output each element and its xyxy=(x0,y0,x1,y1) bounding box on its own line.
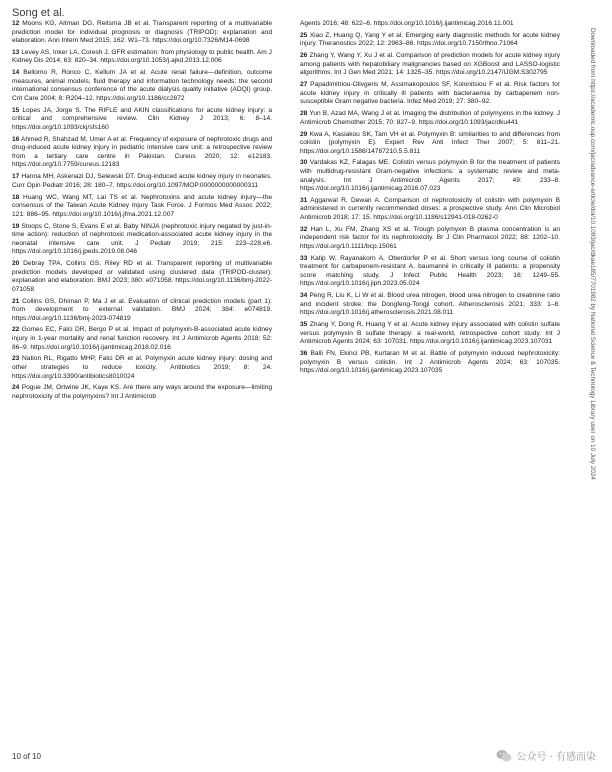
reference-item xyxy=(12,260,272,294)
reference-item xyxy=(12,136,272,170)
reference-text: Huang WC, Wang MT, Lai TS et al. Nephrotoxins and acute kidney injury—the consensus of the Taiwan Acute Kidney Injury Task Force. J Formos Med Assoc 2022; 121: 886–95. https://doi.org/10.1016/j.jfma.2021.12.007 xyxy=(12,193,272,218)
reference-number: 17 xyxy=(12,173,20,181)
reference-number: 15 xyxy=(12,106,20,114)
reference-number: 14 xyxy=(12,69,20,77)
reference-text: Moons KG, Altman DG, Reitsma JB et al. Transparent reporting of a multivariable prediction model for individual prognosis or diagnosis (TRIPOD): explanation and elaboration. Ann Intern Med 2015; 162: W1–73. https://doi.org/10.7326/M14-0698 xyxy=(12,20,272,45)
running-head: Song et al. xyxy=(12,7,65,19)
reference-text: Ahmed R, Shahzad M, Umer A et al. Frequency of exposure of nephrotoxic drugs and drug-induced acute kidney injury in pediatric intensive care unit: a retrospective review from a tertiary care centre in Pakistan. Cureus 2020; 12: e12183. https://doi.org/10.7759/cureus.12183 xyxy=(12,135,272,169)
reference-item xyxy=(12,107,272,133)
reference-item xyxy=(300,20,560,29)
reference-item xyxy=(12,20,272,46)
reference-text: Agents 2016; 48: 622–6. https://doi.org/10.1016/j.ijantimicag.2016.11.001 xyxy=(300,20,514,27)
reference-item xyxy=(300,32,560,49)
reference-text: Katip W, Rayanakorn A, Oberdorfer P et al. Short versus long course of colistin treatment for carbapenem-resistant A. baumannii in critically ill patients: a propensity score matching study. J Infect Public Health 2023; 16: 1249–55. https://doi.org/10.1016/j.jiph.2023.05.024 xyxy=(300,254,560,288)
reference-number: 21 xyxy=(12,297,20,305)
download-notice: Downloaded from https://academic.oup.com/jac/advance-article/doi/10.1093/jac/dkae185/7701982 by National Science & Technology Library user on 10 July 2024 xyxy=(589,28,596,480)
reference-item xyxy=(12,355,272,381)
reference-item xyxy=(300,292,560,318)
reference-item xyxy=(12,298,272,324)
reference-number: 18 xyxy=(12,193,20,201)
reference-number: 34 xyxy=(300,292,308,300)
reference-text: Collins GS, Dhiman P, Ma J et al. Evaluation of clinical prediction models (part 1): from development to external validation. BMJ 2024; 384: e074819. https://doi.org/10.1136/bmj-2023-074819 xyxy=(12,297,272,322)
reference-text: Nation RL, Rigatto MHP, Falci DR et al. Polymyxin acute kidney injury: dosing and other strategies to reduce toxicity. Antibiotics 2019; 8: 24. https://doi.org/10.3390/antibiotics8010024 xyxy=(12,355,273,380)
reference-text: Hanna MH, Askenazi DJ, Selewski DT. Drug-induced acute kidney injury in neonates. Curr Opin Pediatr 2016; 28: 180–7. https://doi.org/10.1097/MOP.0000000000000311 xyxy=(12,173,272,189)
reference-number: 36 xyxy=(300,350,308,358)
reference-number: 35 xyxy=(300,321,308,329)
references-left-column xyxy=(12,20,272,405)
reference-number: 27 xyxy=(300,81,308,89)
reference-text: Kwa A, Kasiakou SK, Tam VH et al. Polymyxin B: similarities to and differences from colistin (polymyxin E). Expert Rev Anti Infect Ther 2007; 5: 811–21. https://doi.org/10.1586/14787210.5.5.811 xyxy=(300,130,560,155)
reference-number: 33 xyxy=(300,254,308,262)
reference-item xyxy=(300,255,560,289)
wechat-icon xyxy=(496,749,512,763)
reference-number: 20 xyxy=(12,260,20,268)
reference-number: 24 xyxy=(12,384,20,392)
reference-number: 12 xyxy=(12,20,20,27)
reference-number: 22 xyxy=(12,326,20,334)
reference-text: Levey AS, Inker LA, Coresh J. GFR estimation: from physiology to public health. Am J Kidney Dis 2014; 63: 820–34. https://doi.org/10.1053/j.ajkd.2013.12.006 xyxy=(12,48,272,65)
reference-item xyxy=(12,49,272,66)
reference-text: Peng R, Liu K, Li W et al. Blood urea nitrogen, blood urea nitrogen to creatinine ratio and incident stroke: the Dongfeng-Tongji cohort. Atherosclerosis 2021; 333: 1–8. https://doi.org/10.1016/j.atherosclerosis.2021.08.011 xyxy=(300,292,560,317)
reference-text: Papadimitriou-Olivgeris M, Assimakopoulos SF, Kolonitsiou F et al. Risk factors for acute kidney injury in critically ill patients with bacteraemia by carbapenem non-susceptible Gram negative bacteria. Infez Med 2019; 27: 380–92. xyxy=(300,81,560,106)
reference-item xyxy=(300,159,560,193)
reference-number: 23 xyxy=(12,355,20,363)
watermark xyxy=(496,748,596,763)
reference-text: Pogue JM, Ortwine JK, Kaye KS. Are there any ways around the exposure—limiting nephrotoxicity of the polymyxins? Int J Antimicrob xyxy=(12,384,272,400)
reference-item xyxy=(12,326,272,352)
reference-number: 28 xyxy=(300,110,308,118)
reference-number: 13 xyxy=(12,48,20,56)
reference-item xyxy=(12,194,272,220)
reference-item xyxy=(300,197,560,223)
reference-item xyxy=(12,384,272,401)
reference-number: 19 xyxy=(12,222,20,230)
reference-item xyxy=(12,223,272,257)
page-number: 10 of 10 xyxy=(12,752,41,761)
reference-number: 25 xyxy=(300,31,308,39)
reference-item xyxy=(12,173,272,190)
reference-text: Gomes EC, Falci DR, Bergo P et al. Impact of polymyxin-B-associated acute kidney injury in 1-year mortality and renal function recovery. Int J Antimicrob Agents 2018; 52: 86–9. https://doi.org/10.1016/j.ijantimicag.2018.02.016 xyxy=(12,326,272,351)
reference-number: 31 xyxy=(300,196,308,204)
reference-item xyxy=(300,81,560,107)
reference-number: 29 xyxy=(300,130,308,138)
reference-text: Zhang Y, Wang Y, Xu J et al. Comparison of prediction models for acute kidney injury among patients with hepatobiliary malignancies based on XGBoost and LASSO-logistic algorithms. Int J Gen Med 2021; 14: 1325–35. https://doi.org/10.2147/IJGM.S302795 xyxy=(300,52,560,77)
reference-text: Aggarwal R, Dewan A. Comparison of nephrotoxicity of colistin with polymyxin B administered in currently recommended doses: a prospective study. Ann Clin Microbiol Antimicrob 2018; 17: 15. https://doi.org/10.1186/s12941-018-0262-0 xyxy=(300,196,561,222)
reference-item xyxy=(300,110,560,127)
reference-item xyxy=(300,226,560,252)
reference-item xyxy=(300,350,560,376)
reference-text: Xiao Z, Huang Q, Yang Y et al. Emerging early diagnostic methods for acute kidney injury. Theranostics 2022; 12: 2963–86. https://doi.org/10.7150/thno.71064 xyxy=(300,31,560,48)
reference-text: Zhang Y, Dong R, Huang Y et al. Acute kidney injury associated with colistin sulfate versus polymyxin B sulfate therapy: a real-world, retrospective cohort study. Int J Antimicrob Agents 2024; 63: 107031. https://doi.org/10.1016/j.ijantimicag.2023.107031 xyxy=(300,321,560,346)
reference-text: Stoops C, Stone S, Evans E et al. Baby NINJA (nephrotoxic injury negated by just-in-time action): reduction of nephrotoxic medication-associated acute kidney injury in the neonatal intensive care unit. J Pediatr 2019; 215: 223–228.e6. https://doi.org/10.1016/j.jpeds.2019.08.046 xyxy=(12,222,272,256)
reference-item xyxy=(12,69,272,103)
reference-item xyxy=(300,321,560,347)
reference-text: Lopes JA, Jorge S. The RIFLE and AKIN classifications for acute kidney injury: a critical and comprehensive review. Clin Kidney J 2013; 6: 8–14. https://doi.org/10.1093/ckj/sfs160 xyxy=(12,106,272,131)
reference-item xyxy=(300,131,560,157)
reference-text: Balli FN, Ekinci PB, Kurtaran M et al. Battle of polymyxin induced nephrotoxicity: polymyxin B versus colistin. Int J Antimicrob Agents 2024; 63: 107035. https://doi.org/10.1016/j.ijantimicag.2023.107035 xyxy=(300,350,560,375)
reference-text: Debray TPA, Collins GS, Riley RD et al. Transparent reporting of multivariable prediction models developed or validated using clustered data (TRIPOD-cluster): explanation and elaboration. BMJ 2023; 380: e071058. https://doi.org/10.1136/bmj-2022-071058 xyxy=(12,260,272,293)
reference-number: 16 xyxy=(12,135,20,143)
reference-number: 30 xyxy=(300,159,308,167)
reference-text: Vardakas KZ, Falagas ME. Colistin versus polymyxin B for the treatment of patients with multidrug-resistant Gram-negative infections: a systematic review and meta-analysis. Int J Antimicrob Agents 2017; 49: 233–8. https://doi.org/10.1016/j.ijantimicag.2016.07.023 xyxy=(300,159,560,193)
reference-text: Han L, Xu FM, Zhang XS et al. Trough polymyxin B plasma concentration is an independent risk factor for its nephrotoxicity. Br J Clin Pharmacol 2022; 88: 1202–10. https://doi.org/10.1111/bcp.15061 xyxy=(300,225,560,250)
references-right-column xyxy=(300,20,560,379)
watermark-text: 公众号 · 有感而染 xyxy=(516,752,596,763)
reference-number: 32 xyxy=(300,225,308,233)
reference-text: Yun B, Azad MA, Wang J et al. Imaging the distribution of polymyxins in the kidney. J Antimicrob Chemother 2015; 70: 827–9. https://doi.org/10.1093/jac/dku441 xyxy=(300,110,560,126)
reference-number: 26 xyxy=(300,52,308,60)
reference-text: Bellomo R, Ronco C, Kellum JA et al. Acute renal failure—definition, outcome measures, animal models, fluid therapy and information technology needs: the second international consensus conference of the acute dialysis quality initiative (ADQI) group. Crit Care 2004; 8: R204–12. https://doi.org/10.1186/cc2872 xyxy=(12,69,272,102)
reference-item xyxy=(300,52,560,78)
